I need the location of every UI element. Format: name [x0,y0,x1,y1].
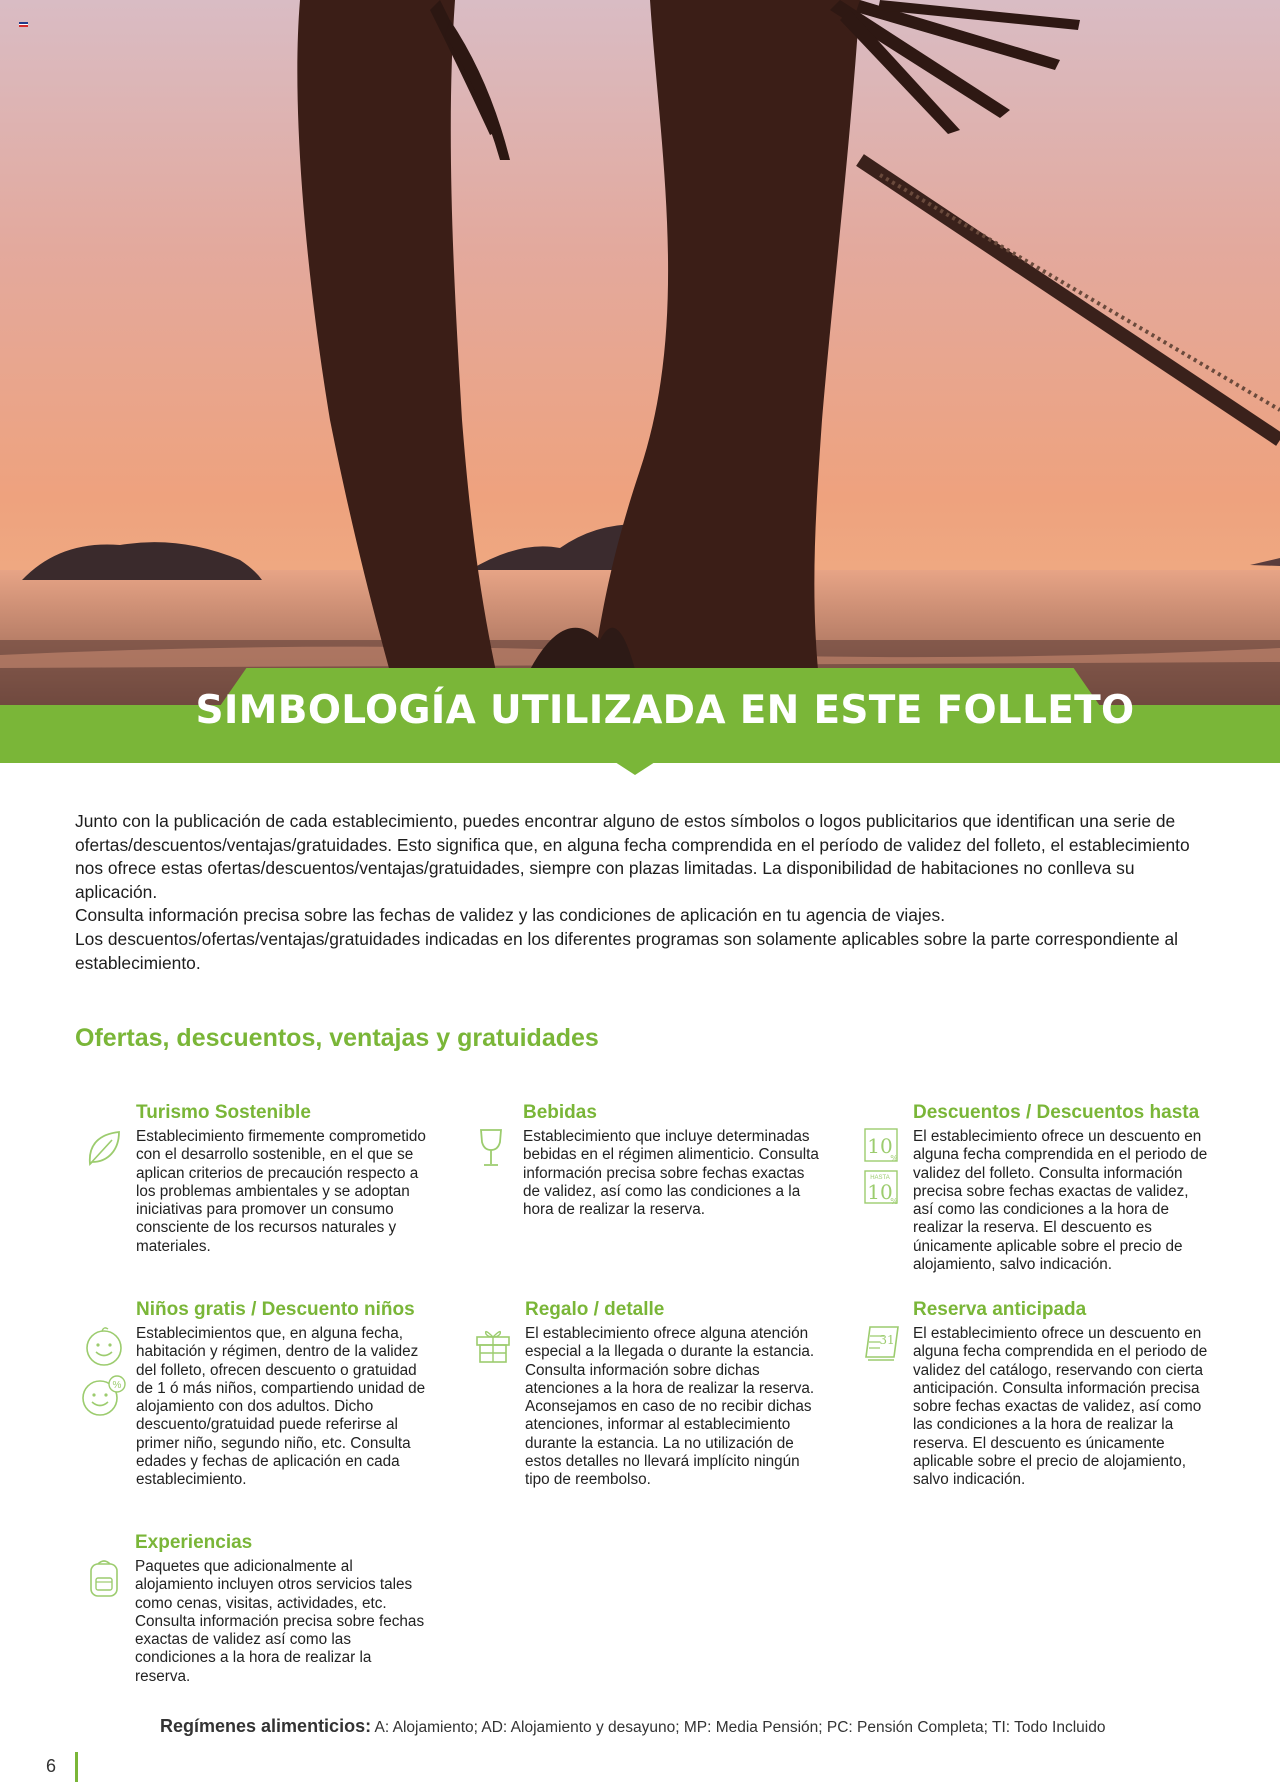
meal-plan-text: A: Alojamiento; AD: Alojamiento y desayuno; MP: Media Pensión; PC: Pensión Completa; TI: Todo Incluido [374,1719,1106,1736]
section-title: Ofertas, descuentos, ventajas y gratuidades [75,1024,599,1052]
svg-text:10: 10 [867,1134,893,1158]
legend-item-text: El establecimiento ofrece un descuento en alguna fecha comprendida en el periodo de validez del folleto. Consulta información precisa sobre fechas exactas de validez, así como las condiciones a la hora de realizar la reserva. El descuento es únicamente aplicable sobre el precio de alojamiento, salvo indicación. [913,1128,1208,1274]
intro-paragraph: Consulta información precisa sobre las fechas de validez y las condiciones de aplicación en tu agencia de viajes. [75,905,946,926]
legend-item-text: El establecimiento ofrece un descuento en alguna fecha comprendida en el periodo de validez del catálogo, reservando con cierta anticipación. Consulta información precisa sobre fechas exactas de validez, así como las condiciones a la hora de realizar la reserva. El descuento es únicamente aplicable sobre el precio de alojamiento, salvo indicación. [913,1325,1208,1489]
svg-text:%: % [890,1154,898,1163]
legend-item-descuentos [913,1102,1213,1274]
page-title: SIMBOLOGÍA UTILIZADA EN ESTE FOLLETO [195,688,1135,733]
page-number: 6 [46,1756,57,1776]
banner-notch [615,762,655,775]
legend-item-text: Paquetes que adicionalmente al alojamiento incluyen otros servicios tales como cenas, visitas, actividades, etc. Consulta información precisa sobre fechas exactas de validez así como las condiciones a la hora de realizar la reserva. [135,1558,425,1685]
legend-item-title: Reserva anticipada [913,1299,1087,1320]
legend-item-text: Establecimientos que, en alguna fecha, habitación y régimen, dentro de la validez del folleto, ofrecen descuento o gratuidad de 1 ó más niños, compartiendo unidad de alojamiento con dos adultos. Dicho descuento/gratuidad puede referirse al primer niño, segundo niño, etc. Consulta edades y fechas de aplicación en cada establecimiento. [136,1325,426,1489]
legend-item-title: Descuentos / Descuentos hasta [913,1102,1200,1123]
hero-photo [0,0,1280,710]
svg-text:31: 31 [879,1333,895,1347]
meal-plan-legend [160,1716,1105,1737]
intro-text [75,810,1205,975]
svg-text:10: 10 [867,1180,893,1204]
svg-text:%: % [890,1197,898,1206]
backpack-icon [88,1558,120,1598]
legend-item-title: Turismo Sostenible [136,1102,311,1123]
leaf-icon [86,1128,122,1168]
flag-icon [19,22,28,27]
meal-plan-label: Regímenes alimenticios: [160,1716,372,1736]
legend-item-text: El establecimiento ofrece alguna atención especial a la llegada o durante la estancia. Consulta información sobre dichas atenciones a la hora de realizar la reserva. Aconsejamos en caso de no recibir dichas atenciones, informar al establecimiento durante la estancia. La no utilización de estos detalles no llevará implícito ningún tipo de reembolso. [525,1325,815,1489]
legend-item-regalo [525,1299,825,1490]
page-number-divider [75,1752,78,1782]
legend-item-experiencias [135,1532,425,1686]
legend-item-text: Establecimiento firmemente comprometido con el desarrollo sostenible, en el que se aplican criterios de precaución respecto a los problemas ambientales y se adoptan iniciativas para promover un consumo consciente de los recursos naturales y materiales. [136,1128,426,1255]
legend-item-ninos-gratis [136,1299,436,1490]
svg-text:%: % [112,1380,122,1391]
discount-icon [864,1128,900,1208]
child-face-icon [82,1326,128,1422]
gift-icon [474,1326,512,1364]
legend-item-reserva-anticipada [913,1299,1213,1490]
beach-sunset-illustration [0,0,1280,710]
wine-glass-icon [478,1128,504,1168]
legend-item-title: Bebidas [523,1102,597,1123]
legend-item-title: Regalo / detalle [525,1299,665,1320]
calendar-icon [864,1324,902,1364]
intro-paragraph: Junto con la publicación de cada establecimiento, puedes encontrar alguno de estos símbolos o logos publicitarios que identifican una serie de ofertas/descuentos/ventajas/gratuidades. Esto significa que, en alguna fecha comprendida en el período de validez del folleto, el establecimiento nos ofrece estas ofertas/descuentos/ventajas/gratuidades, siempre con plazas limitadas. La disponibilidad de habitaciones no conlleva su aplicación. [75,811,1190,902]
legend-item-text: Establecimiento que incluye determinadas bebidas en el régimen alimenticio. Consulta información precisa sobre fechas exactas de validez, así como las condiciones a la hora de realizar la reserva. [523,1128,819,1219]
legend-item-turismo-sostenible [136,1102,436,1256]
legend-item-title: Experiencias [135,1532,253,1553]
svg-text:HASTA: HASTA [870,1175,890,1181]
legend-item-bebidas [523,1102,823,1219]
intro-paragraph: Los descuentos/ofertas/ventajas/gratuidades indicadas en los diferentes programas son solamente aplicables sobre la parte correspondiente al establecimiento. [75,928,1179,973]
legend-item-title: Niños gratis / Descuento niños [136,1299,415,1320]
